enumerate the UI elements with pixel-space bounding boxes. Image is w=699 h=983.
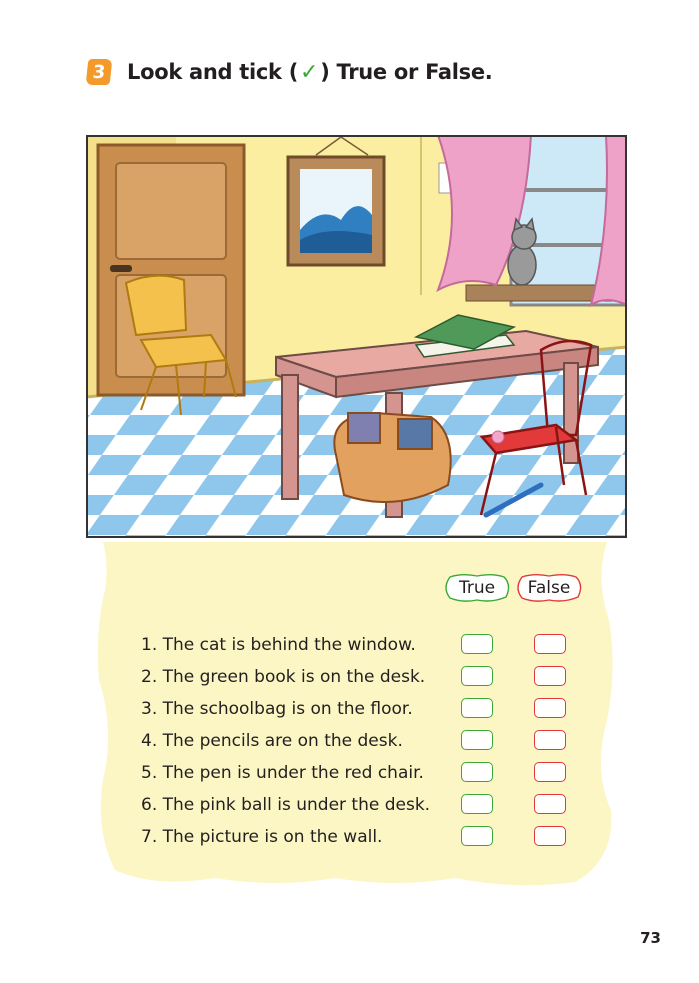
room-illustration: [86, 135, 627, 538]
schoolbag-icon: [334, 413, 450, 502]
true-checkbox-3[interactable]: [461, 698, 493, 718]
page-number: 73: [640, 929, 661, 947]
true-checkbox-5[interactable]: [461, 762, 493, 782]
exercise-header: [87, 57, 492, 87]
true-checkbox-7[interactable]: [461, 826, 493, 846]
exercise-number-badge: 3: [86, 59, 113, 85]
title-after: ) True or False.: [320, 59, 493, 84]
false-checkbox-7[interactable]: [534, 826, 566, 846]
statement-1: 1. The cat is behind the window.: [141, 635, 416, 655]
title-before: Look and tick (: [127, 59, 299, 84]
true-column-header: [442, 573, 512, 603]
false-checkbox-2[interactable]: [534, 666, 566, 686]
pink-ball-icon: [492, 431, 504, 443]
true-label: True: [458, 578, 496, 598]
false-checkbox-3[interactable]: [534, 698, 566, 718]
wall-picture-icon: [288, 137, 384, 265]
statement-6: 6. The pink ball is under the desk.: [141, 795, 431, 815]
true-checkbox-4[interactable]: [461, 730, 493, 750]
false-column-header: [514, 573, 584, 603]
statement-5: 5. The pen is under the red chair.: [141, 763, 424, 783]
true-checkbox-2[interactable]: [461, 666, 493, 686]
false-checkbox-5[interactable]: [534, 762, 566, 782]
statement-list: [141, 629, 430, 853]
statement-4: 4. The pencils are on the desk.: [141, 731, 403, 751]
false-checkbox-1[interactable]: [534, 634, 566, 654]
statement-3: 3. The schoolbag is on the floor.: [141, 699, 413, 719]
false-label: False: [527, 578, 571, 598]
true-checkbox-6[interactable]: [461, 794, 493, 814]
statement-7: 7. The picture is on the wall.: [141, 827, 383, 847]
exercise-title: [127, 60, 492, 85]
false-checkbox-4[interactable]: [534, 730, 566, 750]
tick-icon: ✓: [300, 59, 319, 85]
true-checkbox-1[interactable]: [461, 634, 493, 654]
statement-2: 2. The green book is on the desk.: [141, 667, 426, 687]
false-checkbox-6[interactable]: [534, 794, 566, 814]
